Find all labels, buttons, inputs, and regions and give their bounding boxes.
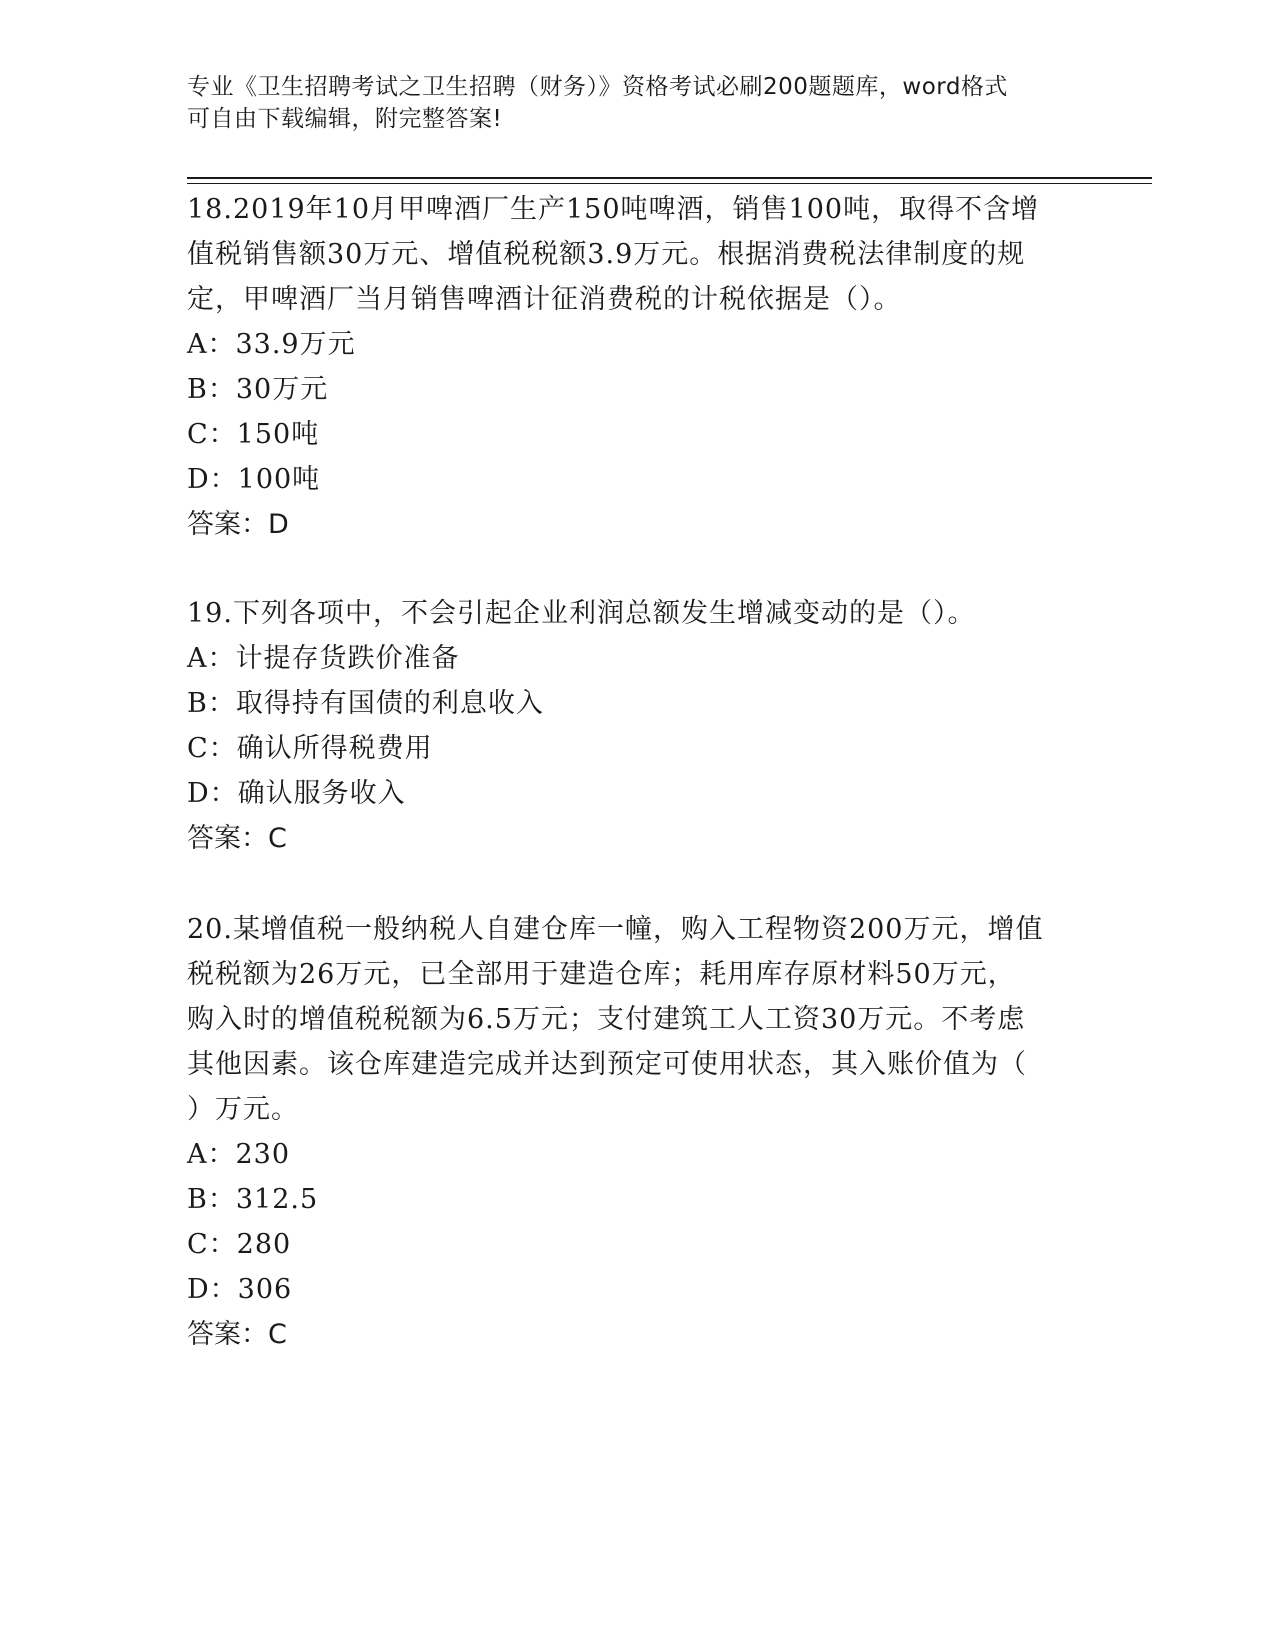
question-stem-line: 其他因素。该仓库建造完成并达到预定可使用状态，其入账价值为（: [187, 1049, 1027, 1080]
question-stem-line: 19.下列各项中，不会引起企业利润总额发生增减变动的是（）。: [187, 598, 976, 629]
question-stem-line: 定，甲啤酒厂当月销售啤酒计征消费税的计税依据是（）。: [187, 284, 902, 315]
option-c: C：150吨: [187, 419, 320, 450]
option-d: D：确认服务收入: [187, 778, 406, 809]
option-a: A：计提存货跌价准备: [187, 643, 460, 674]
answer: 答案：C: [187, 823, 287, 854]
question-18: [187, 187, 1067, 547]
option-b: B：312.5: [187, 1184, 319, 1215]
option-b: B：30万元: [187, 374, 329, 405]
option-d: D：306: [187, 1274, 293, 1305]
header-line-1: 专业《卫生招聘考试之卫生招聘（财务）》资格考试必刷200题题库，word格式: [187, 74, 1008, 100]
option-b: B：取得持有国债的利息收入: [187, 688, 544, 719]
question-stem-line: 20.某增值税一般纳税人自建仓库一幢，购入工程物资200万元，增值: [187, 914, 1044, 945]
answer: 答案：C: [187, 1319, 287, 1350]
document-header: [187, 71, 1067, 135]
option-c: C：280: [187, 1229, 292, 1260]
question-stem-line: ）万元。: [187, 1094, 299, 1125]
question-20: [187, 907, 1067, 1357]
question-stem-line: 18.2019年10月甲啤酒厂生产150吨啤酒，销售100吨，取得不含增: [187, 194, 1040, 225]
answer: 答案：D: [187, 509, 289, 540]
question-stem-line: 购入时的增值税税额为6.5万元；支付建筑工人工资30万元。不考虑: [187, 1004, 1026, 1035]
header-divider-thick: [187, 177, 1152, 179]
question-stem-line: 税税额为26万元，已全部用于建造仓库；耗用库存原材料50万元，: [187, 959, 1016, 990]
option-a: A：33.9万元: [187, 329, 356, 360]
option-c: C：确认所得税费用: [187, 733, 433, 764]
header-line-2: 可自由下载编辑，附完整答案!: [187, 106, 503, 132]
header-divider-thin: [187, 183, 1152, 184]
question-stem-line: 值税销售额30万元、增值税税额3.9万元。根据消费税法律制度的规: [187, 239, 1026, 270]
question-19: [187, 591, 1067, 861]
option-a: A：230: [187, 1139, 291, 1170]
option-d: D：100吨: [187, 464, 321, 495]
